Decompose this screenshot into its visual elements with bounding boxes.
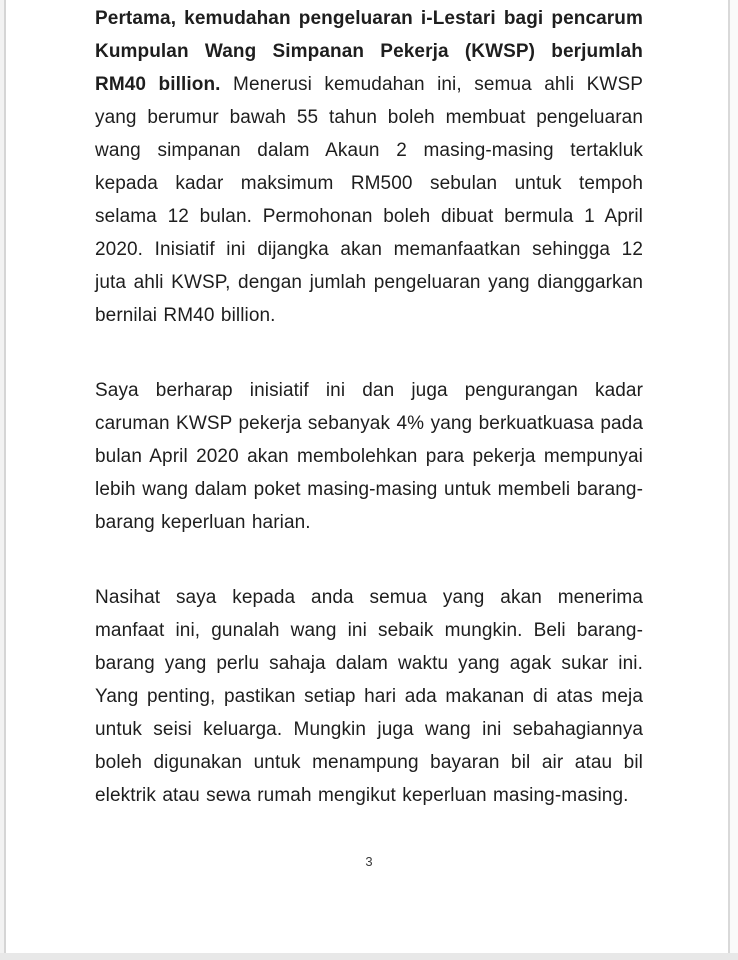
page-number: 3 bbox=[365, 854, 373, 869]
paragraph-3-body: Nasihat saya kepada anda semua yang akan menerima manfaat ini, gunalah wang ini sebaik mungkin. Beli barang-barang yang perlu sahaja dalam waktu yang agak sukar ini. Yang penting, pastikan setiap hari ada makanan di atas meja untuk seisi keluarga. Mungkin juga wang ini sebahagiannya boleh digunakan untuk menampung bayaran bil air atau bil elektrik atau sewa rumah mengikut keperluan masing-masing. bbox=[95, 587, 643, 806]
page-edge-right-line bbox=[728, 0, 730, 960]
page-edge-right-band bbox=[730, 0, 738, 960]
document-content bbox=[95, 2, 643, 870]
paragraph-3 bbox=[95, 581, 643, 812]
page-edge-bottom-strip bbox=[0, 953, 738, 960]
paragraph-2 bbox=[95, 374, 643, 539]
paragraph-1-bold-lead: Pertama, kemudahan pengeluaran i-Lestari bagi pencarum Kumpulan Wang Simpanan Pekerja (KWSP) berjumlah RM40 billion. bbox=[95, 8, 643, 95]
paragraph-2-body: Saya berharap inisiatif ini dan juga pengurangan kadar caruman KWSP pekerja sebanyak 4% yang berkuatkuasa pada bulan April 2020 akan membolehkan para pekerja mempunyai lebih wang dalam poket masing-masing untuk membeli barang-barang keperluan harian. bbox=[95, 380, 643, 533]
page-edge-left-line bbox=[4, 0, 6, 960]
paragraph-1-body: Menerusi kemudahan ini, semua ahli KWSP yang berumur bawah 55 tahun boleh membuat pengeluaran wang simpanan dalam Akaun 2 masing-masing tertakluk kepada kadar maksimum RM500 sebulan untuk tempoh selama 12 bulan. Permohonan boleh dibuat bermula 1 April 2020. Inisiatif ini dijangka akan memanfaatkan sehingga 12 juta ahli KWSP, dengan jumlah pengeluaran yang dianggarkan bernilai RM40 billion. bbox=[95, 74, 643, 326]
paragraph-1 bbox=[95, 2, 643, 332]
